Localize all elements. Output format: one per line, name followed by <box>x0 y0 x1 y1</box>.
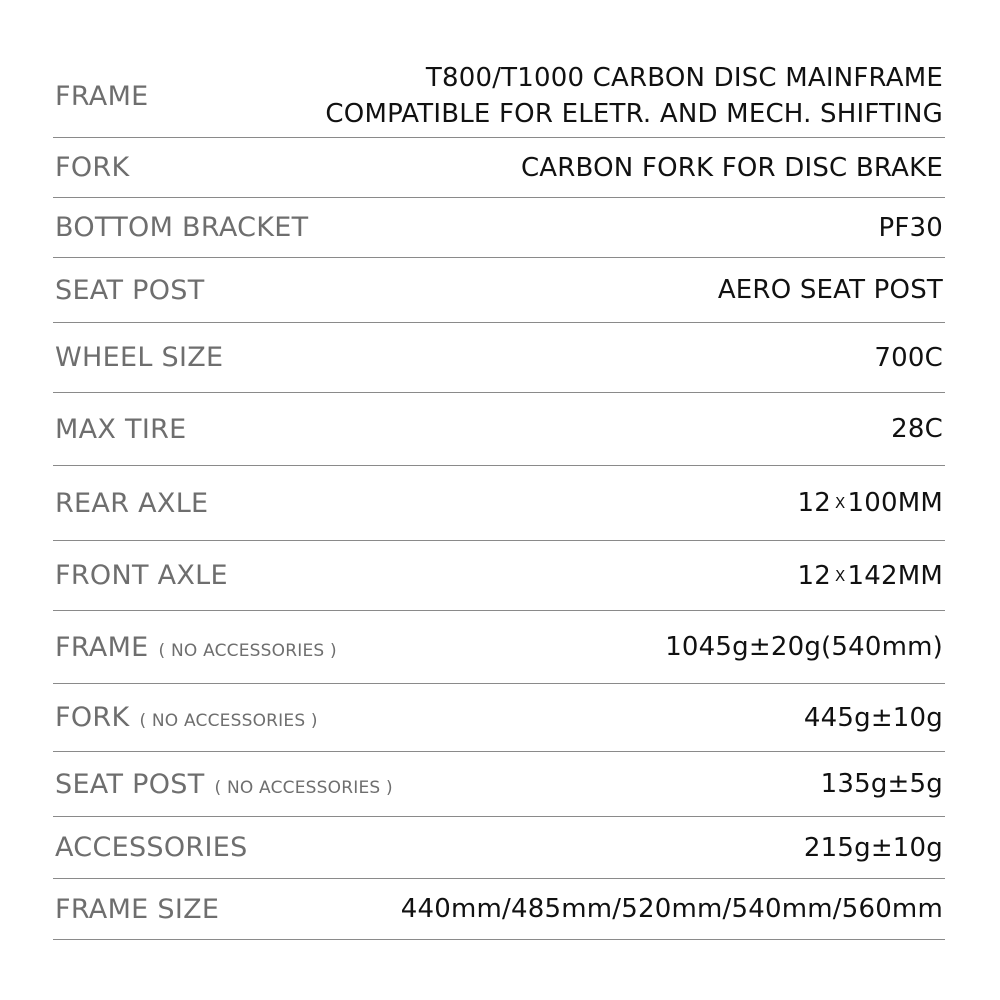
spec-label: ACCESSORIES <box>55 832 248 863</box>
spec-value: 440mm/485mm/520mm/540mm/560mm <box>400 894 943 924</box>
spec-value <box>325 60 945 132</box>
spec-label: REAR AXLE <box>55 487 209 519</box>
spec-row-fork-weight <box>53 684 945 752</box>
spec-value: 215g±10g <box>803 832 943 863</box>
spec-value: 28C <box>891 414 943 444</box>
spec-label-text: FORK <box>55 702 130 733</box>
spec-value: 1045g±20g(540mm) <box>665 632 943 662</box>
spec-label: MAX TIRE <box>55 413 187 445</box>
spec-value-line: COMPATIBLE FOR ELETR. AND MECH. SHIFTING <box>325 99 943 129</box>
spec-label: FRAME SIZE <box>55 893 220 925</box>
spec-row-fork <box>53 138 945 198</box>
spec-label-text: SEAT POST <box>55 768 205 800</box>
spec-label: FRONT AXLE <box>55 560 228 591</box>
spec-value: 445g±10g <box>803 702 943 733</box>
times-sign: X <box>835 494 846 512</box>
spec-row-accessories <box>53 817 945 879</box>
spec-value: PF30 <box>878 212 943 243</box>
axle-diameter: 12 <box>797 488 832 518</box>
spec-row-max-tire <box>53 393 945 466</box>
spec-note: ( NO ACCESSORIES ) <box>214 777 393 798</box>
spec-row-wheel-size <box>53 323 945 393</box>
spec-row-seat-post <box>53 258 945 323</box>
spec-label: BOTTOM BRACKET <box>55 212 309 243</box>
axle-length: 100MM <box>847 488 943 518</box>
spec-row-frame-weight <box>53 611 945 684</box>
spec-label <box>53 702 318 733</box>
spec-value: 135g±5g <box>820 769 943 799</box>
spec-value <box>798 561 945 591</box>
spec-value-line: T800/T1000 CARBON DISC MAINFRAME <box>425 63 943 93</box>
spec-value <box>798 488 945 518</box>
spec-label: FORK <box>55 152 130 183</box>
spec-note: ( NO ACCESSORIES ) <box>139 711 318 731</box>
spec-row-bottom-bracket <box>53 198 945 258</box>
spec-row-frame-size <box>53 879 945 940</box>
spec-label: SEAT POST <box>55 274 205 306</box>
spec-note: ( NO ACCESSORIES ) <box>158 640 337 661</box>
spec-row-frame <box>53 55 945 138</box>
spec-label: FRAME <box>55 80 149 112</box>
spec-row-front-axle <box>53 541 945 611</box>
spec-row-rear-axle <box>53 466 945 541</box>
spec-value: CARBON FORK FOR DISC BRAKE <box>520 152 943 183</box>
spec-table <box>53 55 945 940</box>
spec-label <box>53 769 393 800</box>
spec-label: WHEEL SIZE <box>55 342 224 373</box>
spec-label <box>53 632 337 663</box>
spec-label-text: FRAME <box>55 631 149 663</box>
times-sign: X <box>835 566 846 585</box>
axle-length: 142MM <box>847 560 943 591</box>
spec-value: 700C <box>874 342 943 373</box>
spec-value: AERO SEAT POST <box>717 275 943 305</box>
axle-diameter: 12 <box>797 560 832 591</box>
spec-row-seat-post-weight <box>53 752 945 817</box>
